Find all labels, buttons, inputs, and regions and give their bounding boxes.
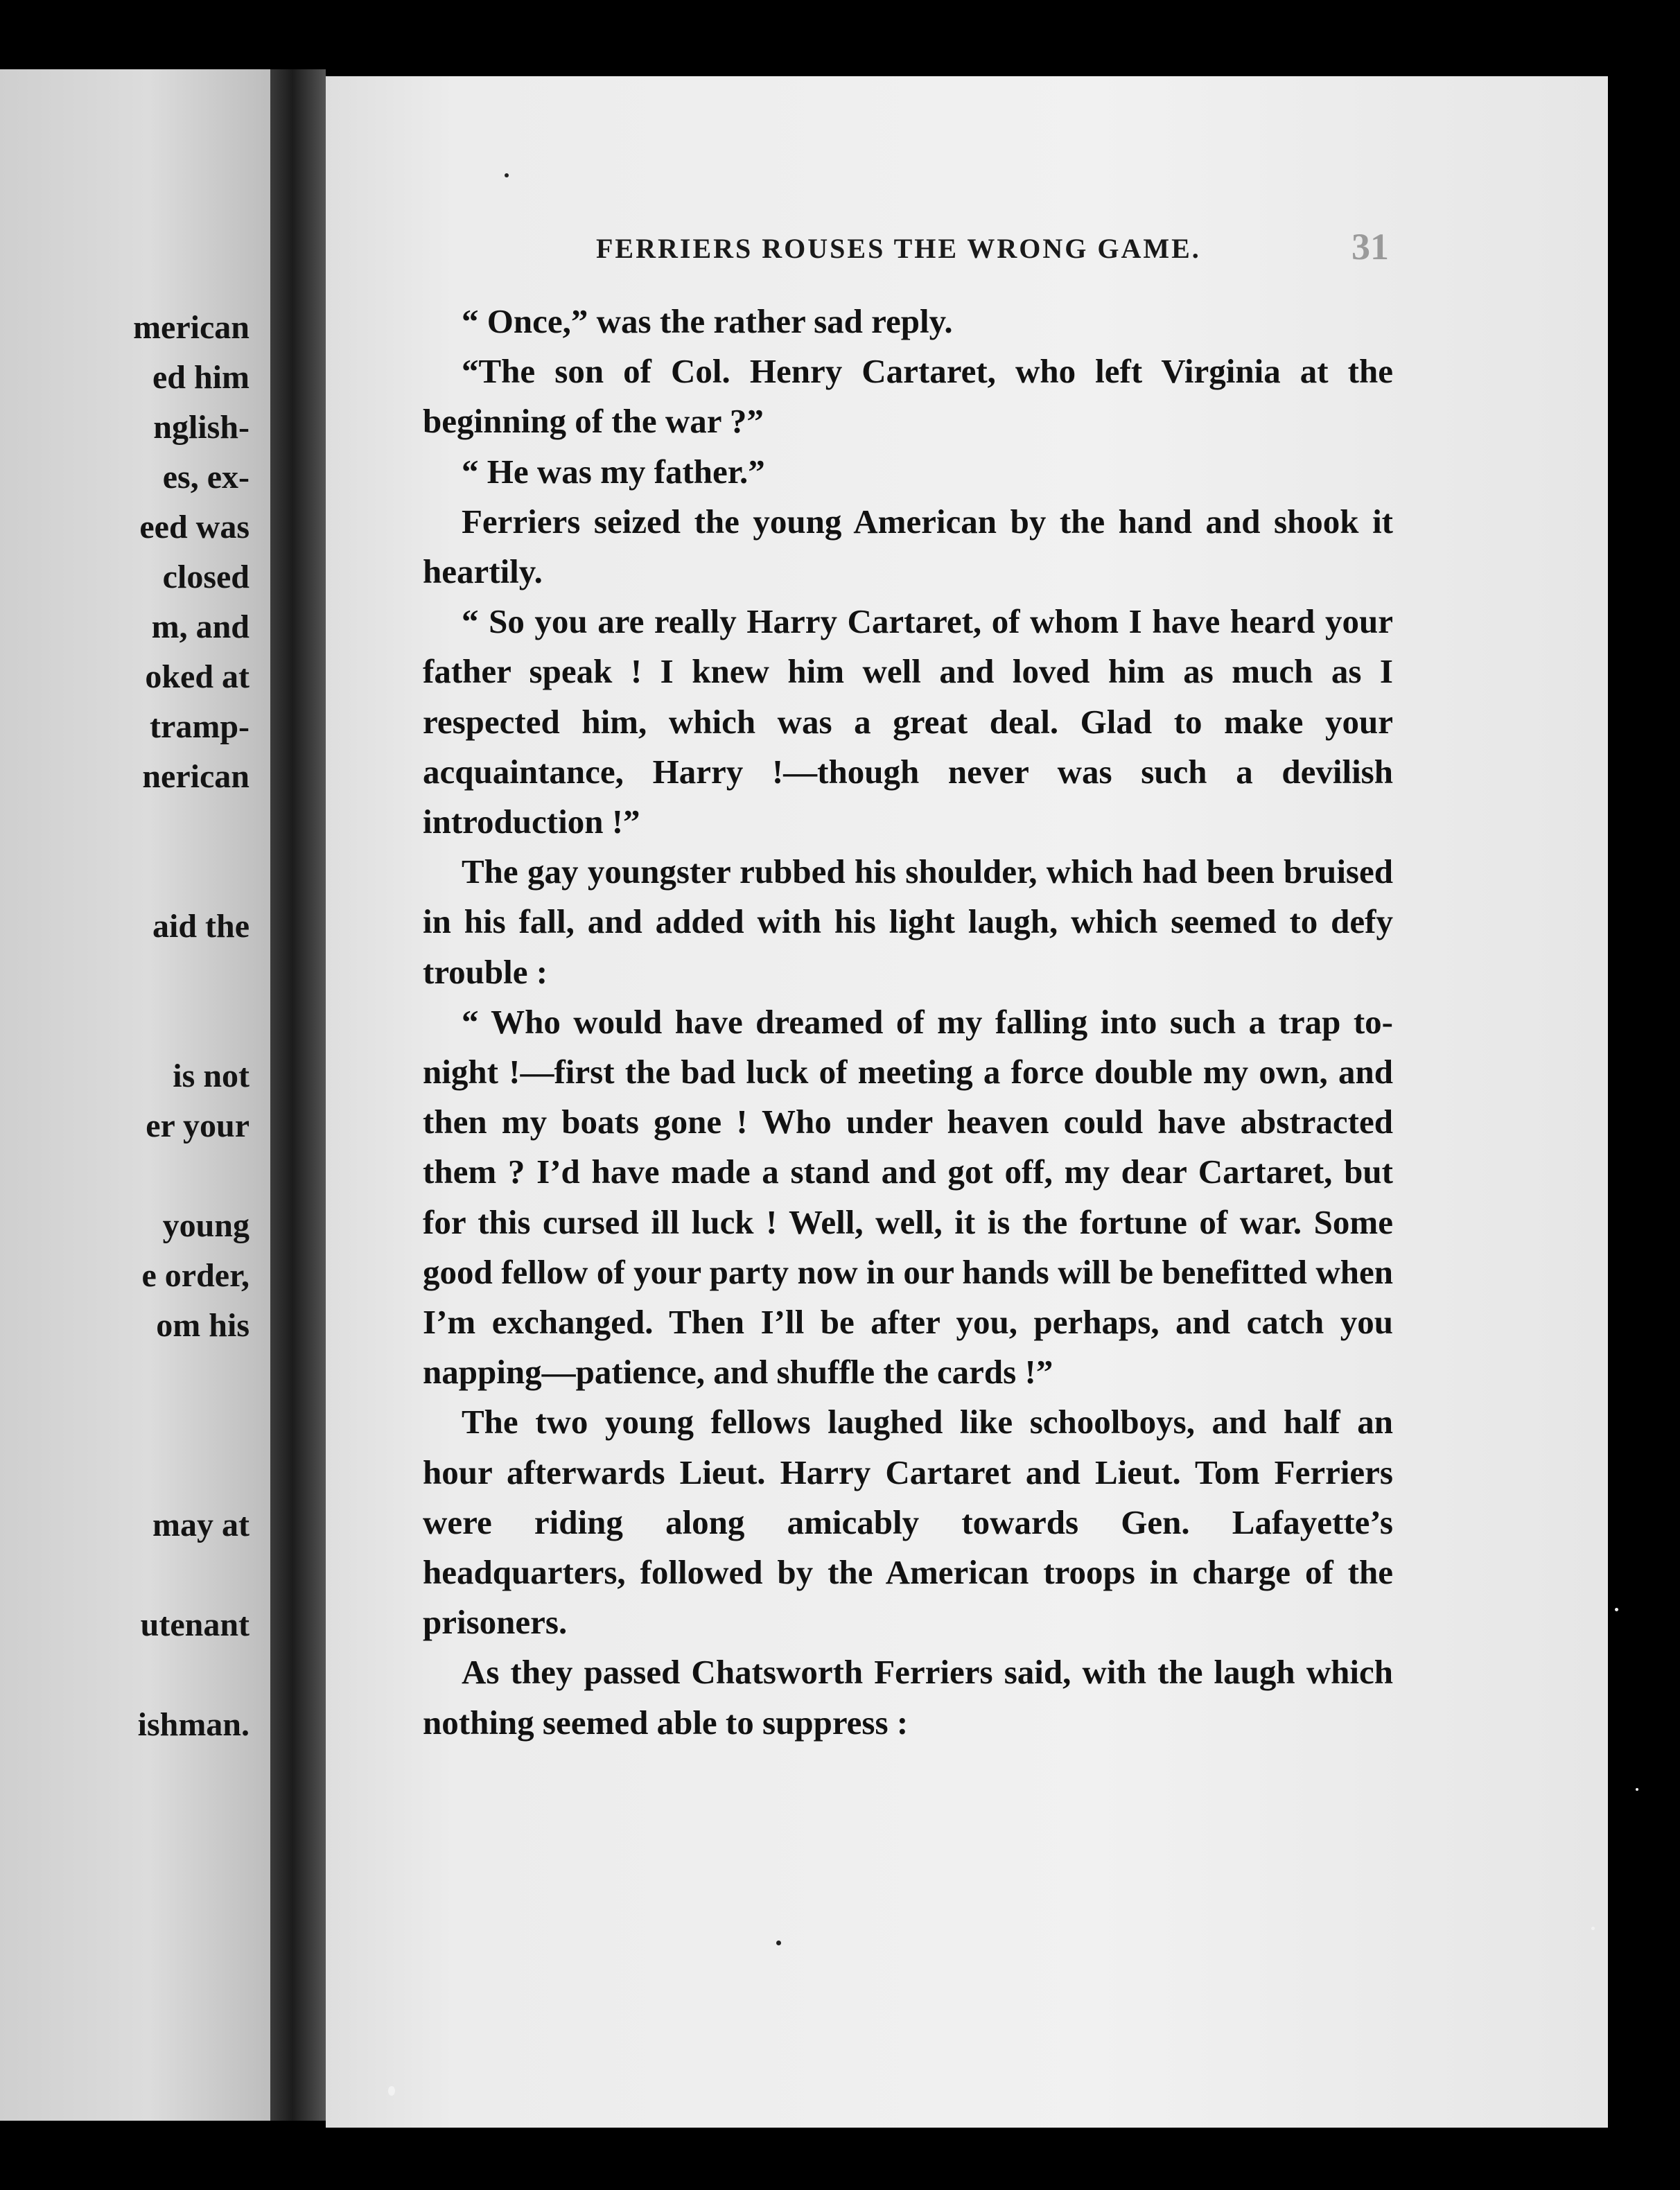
left-page-fragment: eed was [139, 509, 250, 545]
left-page-fragment: e order, [141, 1257, 250, 1294]
left-page-fragment: closed [162, 559, 250, 595]
left-page-fragment: aid the [152, 908, 250, 945]
left-page-fragment: er your [146, 1107, 250, 1144]
dust-speck [1636, 1788, 1638, 1791]
left-page-fragment: utenant [140, 1606, 250, 1643]
left-page-fragment: ed him [152, 359, 250, 396]
left-page-fragment: nerican [142, 758, 250, 795]
right-book-page [326, 76, 1608, 2128]
left-page-fragment: young [162, 1207, 250, 1244]
page-number: 31 [1351, 226, 1389, 268]
left-page-fragment: tramp- [150, 708, 250, 745]
paragraph: The gay youngster rubbed his shoulder, which had been bruised in his fall, and added with his light laugh, which seemed to defy trouble : [423, 852, 1393, 991]
left-page-fragment: om his [156, 1307, 250, 1344]
paragraph: Ferriers seized the young American by the hand and shook it heartily. [423, 502, 1393, 591]
left-page-fragment: nglish- [153, 409, 250, 446]
dust-speck [1591, 1927, 1595, 1930]
paragraph: “ He was my father.” [462, 452, 765, 491]
paragraph: “ So you are really Harry Cartaret, of whom I have heard your father speak ! I knew him well and loved him as much as I respected him, which was a great deal. Glad to make your acquaintance, Harry !—though never was such a devilish introduction !” [423, 602, 1393, 841]
dust-speck [388, 2086, 395, 2096]
left-facing-page [0, 69, 270, 2121]
dust-speck [1615, 1608, 1618, 1611]
left-page-fragment: oked at [145, 658, 250, 695]
paragraph: The two young fellows laughed like schoolboys, and half an hour afterwards Lieut. Harry Cartaret and Lieut. Tom Ferriers were riding along amicably towards Gen. Lafayette’s headquarters, followed by the American troops in charge of the prisoners. [423, 1403, 1393, 1642]
left-page-fragment: is not [173, 1058, 250, 1094]
paragraph: “ Who would have dreamed of my falling into such a trap to-night !—first the bad luck of meeting a force double my own, and then my boats gone ! Who under heaven could have abstracted them ? I’d have made a stand and got off, my dear Cartaret, but for this cursed ill luck ! Well, well, it is the fortune of war. Some good fellow of your party now in our hands will be benefitted when I’m exchanged. Then I’ll be after you, perhaps, and catch you napping—patience, and shuffle the cards !” [423, 1002, 1393, 1392]
paragraph: “ Once,” was the rather sad reply. [462, 302, 953, 340]
dust-speck [505, 173, 509, 177]
running-head: FERRIERS ROUSES THE WRONG GAME. [596, 233, 1201, 264]
left-page-fragment: m, and [151, 608, 250, 645]
book-gutter [270, 69, 326, 2121]
left-page-fragment: may at [152, 1507, 250, 1543]
left-page-fragment: es, ex- [162, 459, 250, 496]
left-page-fragment: merican [133, 309, 250, 346]
dust-speck [776, 1941, 781, 1945]
paragraph: “The son of Col. Henry Cartaret, who left Virginia at the beginning of the war ?” [423, 352, 1393, 441]
left-page-fragment: ishman. [137, 1706, 250, 1743]
paragraph: As they passed Chatsworth Ferriers said, with the laugh which nothing seemed able to suppress : [423, 1653, 1393, 1742]
body-text [423, 297, 1393, 1748]
